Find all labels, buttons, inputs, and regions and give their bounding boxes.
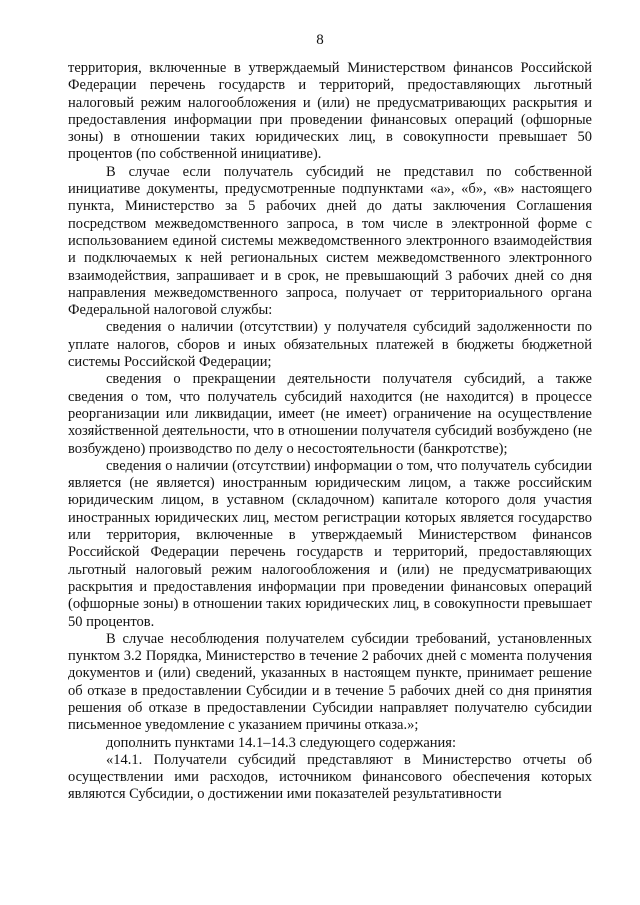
document-body [68, 60, 592, 804]
page-number: 8 [316, 32, 324, 48]
paragraph-14-1: «14.1. Получатели субсидий представляют в Министерство отчеты об осуществлении ими расходов, источником финансового обеспечения которых являются Субсидии, о достижении ими показателей результативности [68, 751, 592, 803]
paragraph-refusal: В случае несоблюдения получателем субсидии требований, установленных пунктом 3.2 Порядка, Министерство в течение 2 рабочих дней с момента получения документов и (или) сведений, указанных в настоящем пункте, принимает решение об отказе в предоставлении Субсидии и в течение 5 рабочих дней со дня принятия решения об отказе в предоставлении Субсидии направляет получателю субсидии письменное уведомление с указанием причины отказа.»; [68, 630, 592, 734]
paragraph-amendment: дополнить пунктами 14.1–14.3 следующего содержания: [106, 734, 456, 751]
paragraph-interagency-request: В случае если получатель субсидий не представил по собственной инициативе документы, предусмотренные подпунктами «а», «б», «в» настоящего пункта, Министерство за 5 рабочих дней до даты заключения Соглашения посредством межведомственного запроса, в том числе в электронной форме с использованием единой системы межведомственного электронного взаимодействия и подключаемых к ней региональных систем межведомственного электронного взаимодействия, запрашивает и в срок, не превышающий 3 рабочих дней со дня направления межведомственного запроса, получает от территориального органа Федеральной налоговой службы: [68, 163, 592, 319]
paragraph-continuation: территория, включенные в утверждаемый Министерством финансов Российской Федерации перечень государств и территорий, предоставляющих льготный налоговый режим налогообложения и (или) не предусматривающих раскрытия и предоставления информации при проведении финансовых операций (офшорные зоны) в отношении таких юридических лиц, в совокупности превышает 50 процентов (по собственной инициативе). [68, 60, 592, 163]
paragraph-termination-info: сведения о прекращении деятельности получателя субсидий, а также сведения о том, что получатель субсидий находится (не находится) в процессе реорганизации или ликвидации, имеет (не имеет) ограничение на осуществление хозяйственной деятельности, что в отношении получателя субсидий возбуждено (не возбуждено) производство по делу о несостоятельности (банкротстве); [68, 371, 592, 457]
paragraph-foreign-entity-info: сведения о наличии (отсутствии) информации о том, что получатель субсидии является (не является) иностранным юридическим лицом, а также российским юридическим лицом, в уставном (складочном) капитале которого доля участия иностранных юридических лиц, местом регистрации которых является государство или территория, включенные в утверждаемый Министерством финансов Российской Федерации перечень государств и территорий, предоставляющих льготный налоговый режим налогообложения и (или) не предусматривающих раскрытия и предоставления информации при проведении финансовых операций (офшорные зоны) в отношении таких юридических лиц, в совокупности превышает 50 процентов. [68, 457, 592, 630]
paragraph-tax-debt-info: сведения о наличии (отсутствии) у получателя субсидий задолженности по уплате налогов, сборов и иных обязательных платежей в бюджеты бюджетной системы Российской Федерации; [68, 319, 592, 371]
